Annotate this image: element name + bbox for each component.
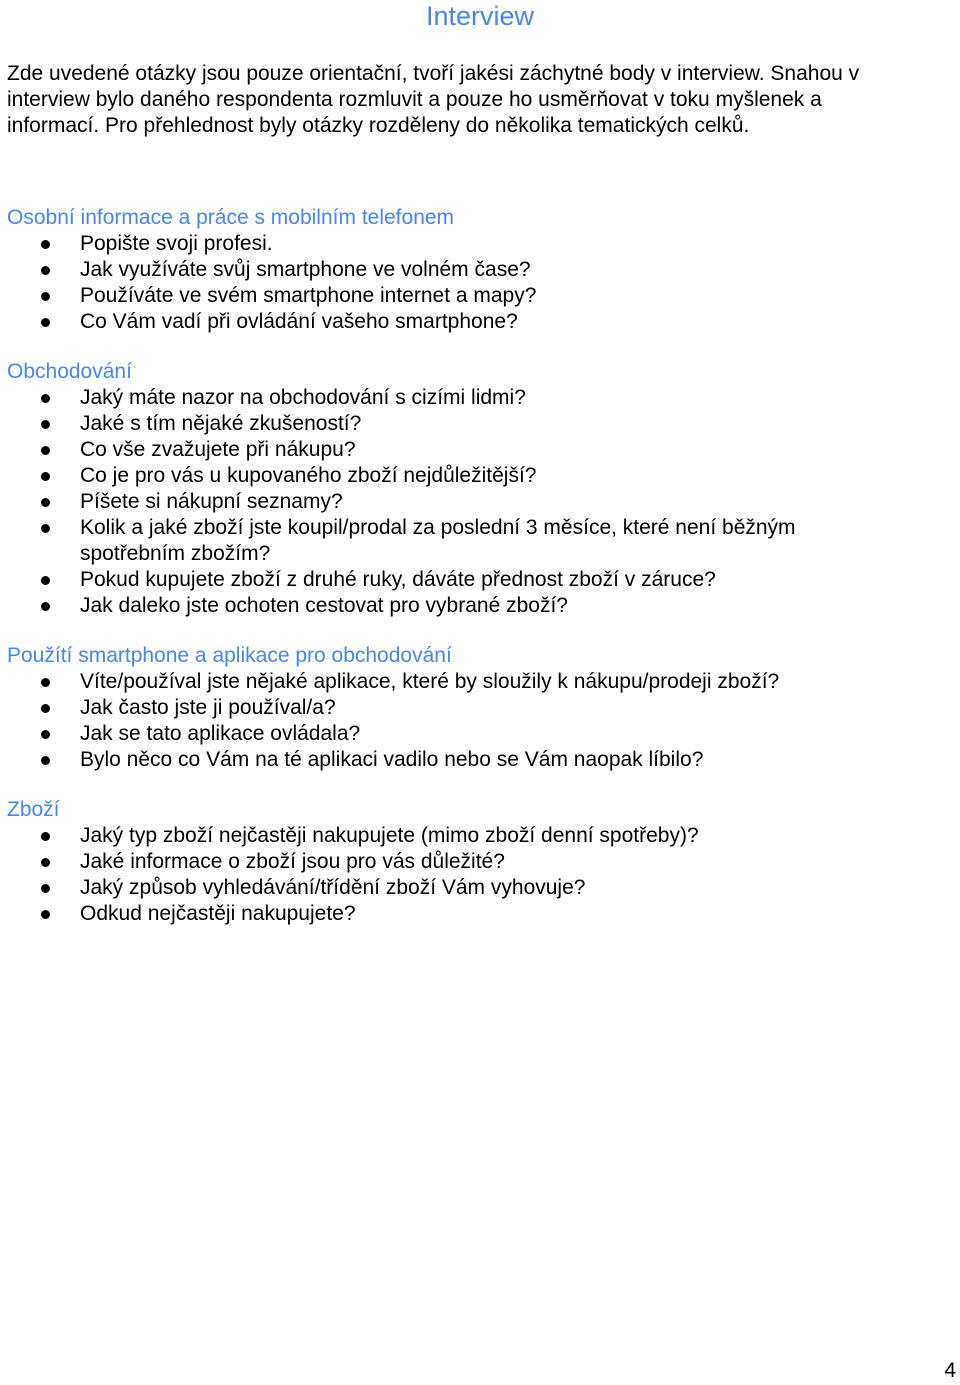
question-item — [7, 257, 947, 283]
bullet-icon — [41, 420, 50, 429]
question-item — [7, 875, 947, 901]
question-text: Jaký typ zboží nejčastěji nakupujete (mimo zboží denní spotřeby)? — [80, 824, 699, 847]
question-item — [7, 593, 947, 619]
question-text: Co je pro vás u kupovaného zboží nejdůležitější? — [80, 464, 537, 487]
question-item — [7, 489, 947, 515]
section-personal-info — [7, 205, 947, 335]
question-text: Bylo něco co Vám na té aplikaci vadilo nebo se Vám naopak líbilo? — [80, 748, 704, 771]
bullet-icon — [41, 266, 50, 275]
question-item — [7, 695, 947, 721]
question-text: Jak daleko jste ochoten cestovat pro vybrané zboží? — [80, 594, 568, 617]
question-item — [7, 747, 947, 773]
bullet-icon — [41, 498, 50, 507]
page-number: 4 — [944, 1359, 956, 1382]
page-title: Interview — [425, 1, 535, 31]
question-text: Co vše zvažujete při nákupu? — [80, 438, 356, 461]
question-list — [7, 231, 947, 335]
bullet-icon — [41, 678, 50, 687]
bullet-icon — [41, 576, 50, 585]
question-text: Jaké s tím nějaké zkušeností? — [80, 412, 362, 435]
intro-paragraph: Zde uvedené otázky jsou pouze orientační, tvoří jakési záchytné body v interview. Snahou v interview bylo daného respondenta rozmluvit a pouze ho usměrňovat v toku myšlenek a informací. Pro přehlednost byly otázky rozděleny do několika tematických celků. — [7, 62, 860, 137]
question-text: Jak často jste ji používal/a? — [80, 696, 336, 719]
question-text: Píšete si nákupní seznamy? — [80, 490, 343, 513]
question-text: Co Vám vadí při ovládání vašeho smartphone? — [80, 310, 518, 333]
question-text: Používáte ve svém smartphone internet a mapy? — [80, 284, 537, 307]
bullet-icon — [41, 524, 50, 533]
section-trading — [7, 359, 947, 619]
question-item — [7, 567, 947, 593]
question-item — [7, 231, 947, 257]
question-item — [7, 515, 947, 567]
bullet-icon — [41, 910, 50, 919]
bullet-icon — [41, 756, 50, 765]
question-text: Víte/používal jste nějaké aplikace, které by sloužily k nákupu/prodeji zboží? — [80, 670, 780, 693]
section-heading: Použítí smartphone a aplikace pro obchodování — [7, 644, 452, 667]
question-item — [7, 437, 947, 463]
question-item — [7, 411, 947, 437]
question-text: Jak se tato aplikace ovládala? — [80, 722, 361, 745]
question-item — [7, 283, 947, 309]
section-heading: Obchodování — [7, 360, 132, 383]
question-item — [7, 849, 947, 875]
bullet-icon — [41, 472, 50, 481]
bullet-icon — [41, 394, 50, 403]
bullet-icon — [41, 730, 50, 739]
question-item — [7, 669, 947, 695]
question-text: Jak využíváte svůj smartphone ve volném čase? — [80, 258, 531, 281]
bullet-icon — [41, 704, 50, 713]
bullet-icon — [41, 858, 50, 867]
section-smartphone-apps — [7, 643, 947, 773]
question-text: Popište svoji profesi. — [80, 232, 273, 255]
question-list — [7, 669, 947, 773]
bullet-icon — [41, 602, 50, 611]
question-item — [7, 721, 947, 747]
bullet-icon — [41, 832, 50, 841]
question-item — [7, 309, 947, 335]
question-item — [7, 463, 947, 489]
bullet-icon — [41, 446, 50, 455]
question-item — [7, 901, 947, 927]
bullet-icon — [41, 240, 50, 249]
question-list — [7, 823, 947, 927]
section-heading: Osobní informace a práce s mobilním telefonem — [7, 206, 455, 229]
section-heading: Zboží — [7, 798, 60, 821]
question-text: Kolik a jaké zboží jste koupil/prodal za poslední 3 měsíce, které není běžným spotřebním zbožím? — [80, 516, 796, 565]
bullet-icon — [41, 292, 50, 301]
question-text: Jaké informace o zboží jsou pro vás důležité? — [80, 850, 505, 873]
question-text: Jaký způsob vyhledávání/třídění zboží Vám vyhovuje? — [80, 876, 586, 899]
bullet-icon — [41, 318, 50, 327]
question-item — [7, 823, 947, 849]
bullet-icon — [41, 884, 50, 893]
question-text: Odkud nejčastěji nakupujete? — [80, 902, 356, 925]
question-item — [7, 385, 947, 411]
section-goods — [7, 797, 947, 927]
question-list — [7, 385, 947, 619]
question-text: Jaký máte nazor na obchodování s cizími lidmi? — [80, 386, 526, 409]
question-text: Pokud kupujete zboží z druhé ruky, dáváte přednost zboží v záruce? — [80, 568, 716, 591]
